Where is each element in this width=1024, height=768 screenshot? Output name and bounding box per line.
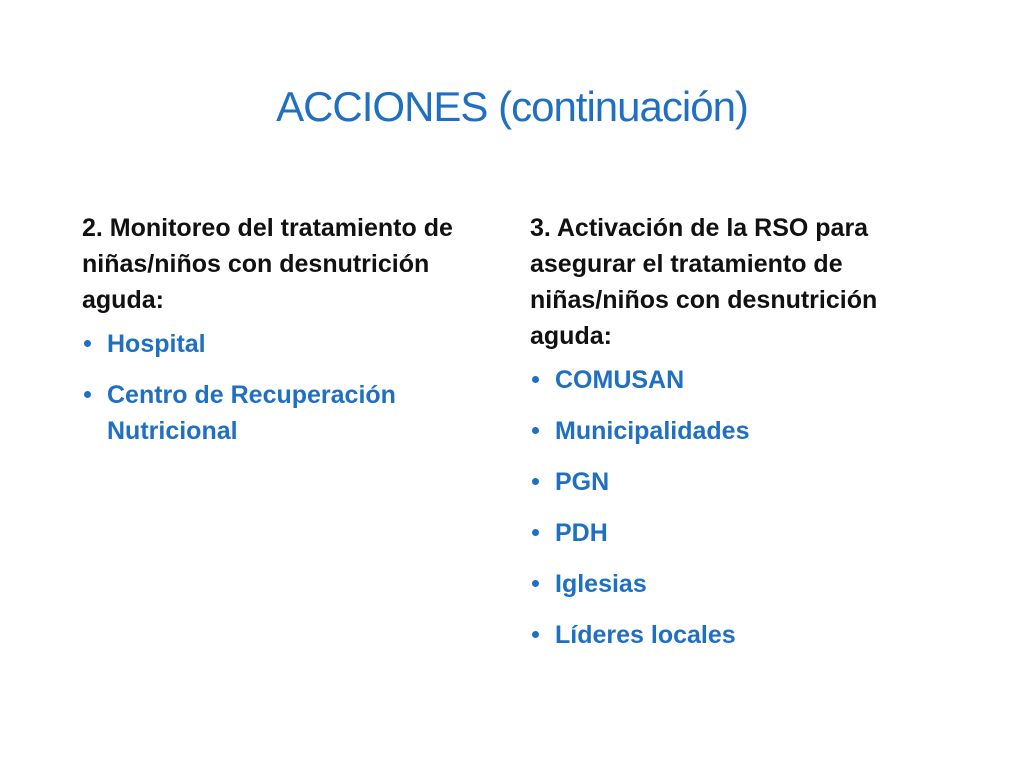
list-item [530, 362, 930, 398]
left-column [82, 210, 482, 464]
list-item [82, 377, 482, 449]
list-item [530, 464, 930, 500]
bullet-dot-icon [532, 376, 539, 383]
list-item-label: Centro de Recuperación Nutricional [107, 381, 396, 445]
bullet-dot-icon [532, 580, 539, 587]
list-item-label: Hospital [107, 330, 206, 358]
left-column-heading: 2. Monitoreo del tratamiento de niñas/niños con desnutrición aguda: [82, 214, 453, 314]
bullet-dot-icon [532, 529, 539, 536]
list-item-label: Municipalidades [555, 417, 750, 445]
list-item-label: PGN [555, 468, 610, 496]
right-column [530, 210, 930, 668]
bullet-dot-icon [532, 427, 539, 434]
list-item [82, 326, 482, 362]
list-item-label: Iglesias [555, 570, 647, 598]
slide-title: ACCIONES (continuación) [276, 83, 748, 130]
list-item [530, 413, 930, 449]
list-item-label: COMUSAN [555, 366, 685, 394]
bullet-dot-icon [84, 340, 91, 347]
list-item-label: Líderes locales [555, 621, 736, 649]
left-bullet-list [82, 326, 482, 449]
list-item [530, 515, 930, 551]
bullet-dot-icon [532, 478, 539, 485]
list-item [530, 617, 930, 653]
right-column-heading: 3. Activación de la RSO para asegurar el tratamiento de niñas/niños con desnutrición aguda: [530, 214, 878, 350]
right-bullet-list [530, 362, 930, 653]
list-item [530, 566, 930, 602]
bullet-dot-icon [532, 631, 539, 638]
bullet-dot-icon [84, 391, 91, 398]
list-item-label: PDH [555, 519, 608, 547]
